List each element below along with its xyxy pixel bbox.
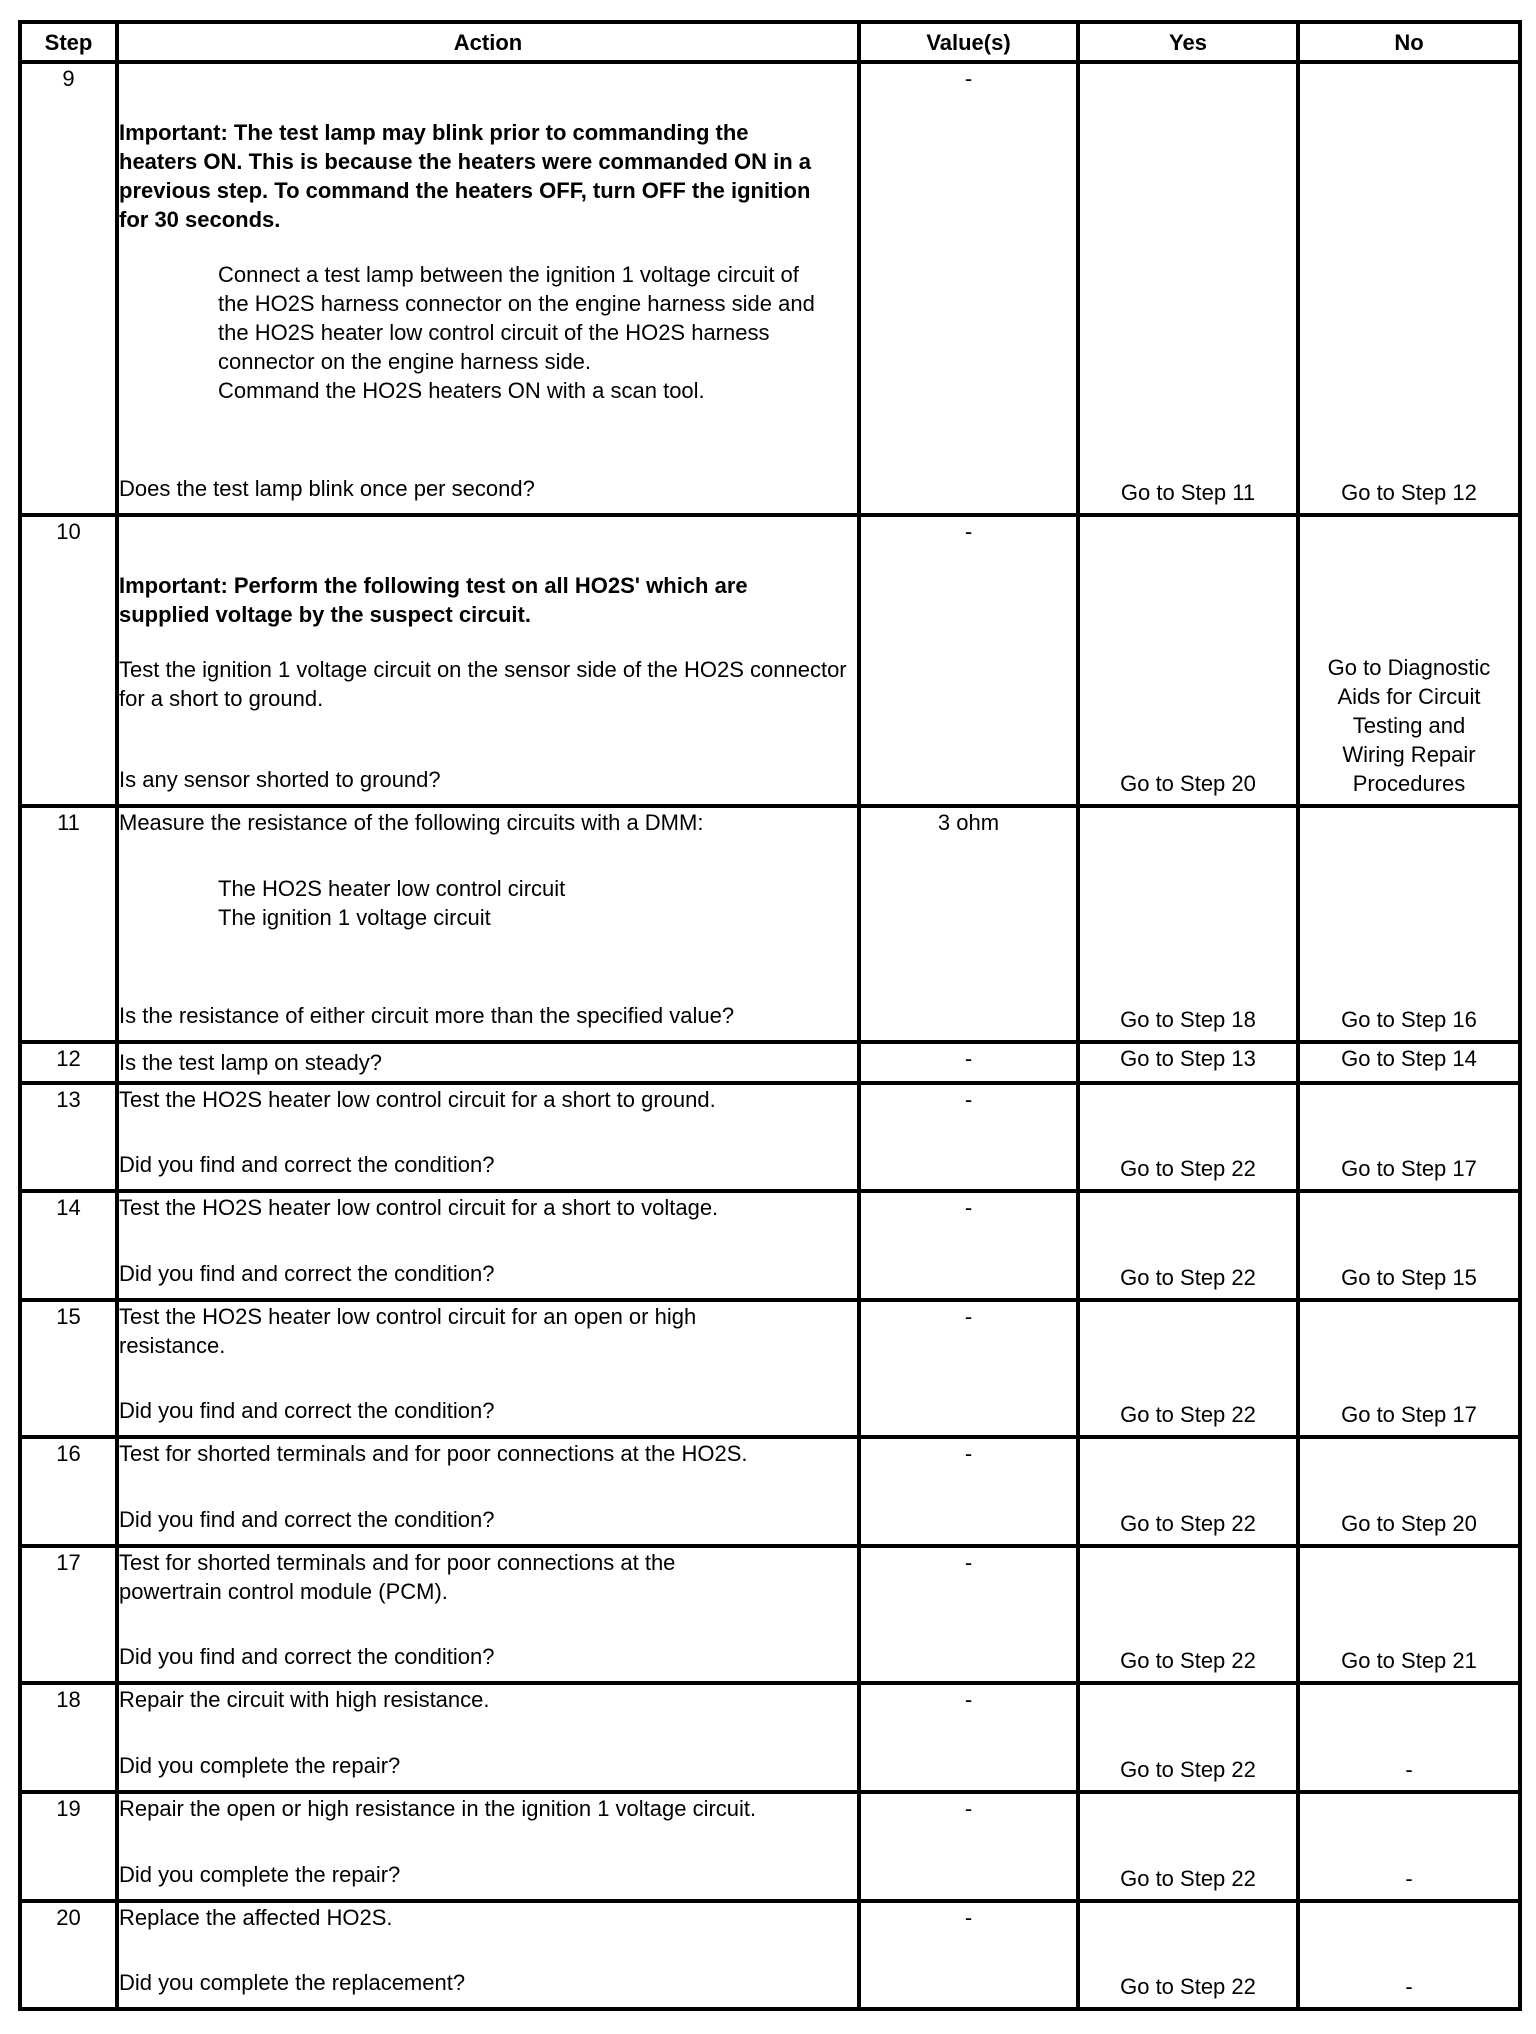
value-cell: - xyxy=(859,1792,1078,1901)
value-cell: - xyxy=(859,1683,1078,1792)
header-row xyxy=(20,22,1520,62)
no-cell xyxy=(1298,1083,1520,1191)
no-link[interactable]: Go to Diagnostic Aids for Circuit Testing and Wiring Repair Procedures xyxy=(1327,655,1491,796)
value-cell: - xyxy=(859,1901,1078,2009)
question: Is the resistance of either circuit more than the specified value? xyxy=(119,1003,735,1028)
diagnostic-table xyxy=(18,20,1522,2011)
yes-link[interactable]: Go to Step 11 xyxy=(1120,480,1256,505)
action-cell xyxy=(117,1191,859,1300)
important-note: Important: The test lamp may blink prior to commanding the heaters ON. This is because the heaters were commanded ON in a previous step. To command the heaters OFF, turn OFF the ignition for 30 seconds. xyxy=(119,120,812,232)
no-link[interactable]: Go to Step 20 xyxy=(1341,1511,1477,1536)
yes-cell xyxy=(1078,1683,1298,1792)
yes-cell xyxy=(1078,806,1298,1042)
substep: Connect a test lamp between the ignition 1 voltage circuit of the HO2S harness connector on the engine harness side and the HO2S heater low control circuit of the HO2S harness connector on the engine harness side. xyxy=(218,262,815,374)
question: Did you complete the replacement? xyxy=(119,1970,466,1995)
header-no: No xyxy=(1298,22,1520,62)
no-link[interactable]: Go to Step 14 xyxy=(1341,1046,1477,1071)
step-number: 18 xyxy=(20,1683,117,1792)
yes-cell xyxy=(1078,1083,1298,1191)
action-cell xyxy=(117,1546,859,1683)
value-cell: - xyxy=(859,1083,1078,1191)
no-cell xyxy=(1298,1683,1520,1792)
yes-cell xyxy=(1078,1901,1298,2009)
question: Did you complete the repair? xyxy=(119,1862,401,1887)
yes-link[interactable]: Go to Step 22 xyxy=(1120,1866,1256,1891)
table-row xyxy=(20,1083,1520,1191)
yes-link[interactable]: Go to Step 22 xyxy=(1120,1402,1256,1427)
action-cell xyxy=(117,1792,859,1901)
action-text: Test for shorted terminals and for poor connections at the HO2S. xyxy=(119,1441,748,1466)
substep: The HO2S heater low control circuit xyxy=(218,876,566,901)
table-row xyxy=(20,1901,1520,2009)
step-number: 12 xyxy=(20,1042,117,1083)
no-cell xyxy=(1298,62,1520,515)
step-number: 14 xyxy=(20,1191,117,1300)
step-number: 19 xyxy=(20,1792,117,1901)
table-row xyxy=(20,515,1520,806)
table-row xyxy=(20,806,1520,1042)
no-link[interactable]: Go to Step 17 xyxy=(1341,1402,1477,1427)
action-cell xyxy=(117,1683,859,1792)
step-number: 11 xyxy=(20,806,117,1042)
table-row xyxy=(20,1300,1520,1437)
no-value: - xyxy=(1405,1866,1413,1891)
action-cell xyxy=(117,515,859,806)
question: Is any sensor shorted to ground? xyxy=(119,767,441,792)
question: Did you find and correct the condition? xyxy=(119,1261,495,1286)
value-cell: 3 ohm xyxy=(859,806,1078,1042)
header-action: Action xyxy=(117,22,859,62)
question: Does the test lamp blink once per second? xyxy=(119,476,535,501)
table-row xyxy=(20,1792,1520,1901)
value-cell: - xyxy=(859,1437,1078,1546)
question: Did you complete the repair? xyxy=(119,1753,401,1778)
yes-cell xyxy=(1078,1300,1298,1437)
yes-cell xyxy=(1078,515,1298,806)
table-row xyxy=(20,1683,1520,1792)
step-number: 20 xyxy=(20,1901,117,2009)
step-number: 9 xyxy=(20,62,117,515)
no-cell xyxy=(1298,1901,1520,2009)
action-cell xyxy=(117,806,859,1042)
question: Did you find and correct the condition? xyxy=(119,1507,495,1532)
question: Is the test lamp on steady? xyxy=(119,1050,382,1075)
action-cell xyxy=(117,1437,859,1546)
question: Did you find and correct the condition? xyxy=(119,1398,495,1423)
no-link[interactable]: Go to Step 15 xyxy=(1341,1265,1477,1290)
value-cell: - xyxy=(859,1191,1078,1300)
important-note: Important: Perform the following test on all HO2S' which are supplied voltage by the suspect circuit. xyxy=(119,573,748,627)
yes-link[interactable]: Go to Step 13 xyxy=(1120,1046,1256,1071)
yes-cell xyxy=(1078,1437,1298,1546)
table-row xyxy=(20,1042,1520,1083)
no-cell xyxy=(1298,1546,1520,1683)
no-cell xyxy=(1298,1191,1520,1300)
table-row xyxy=(20,62,1520,515)
value-cell: - xyxy=(859,515,1078,806)
action-text: Replace the affected HO2S. xyxy=(119,1905,393,1930)
no-value: - xyxy=(1405,1974,1413,1999)
action-cell xyxy=(117,1042,859,1083)
action-cell xyxy=(117,1300,859,1437)
value-cell: - xyxy=(859,1300,1078,1437)
no-link[interactable]: Go to Step 21 xyxy=(1341,1648,1477,1673)
yes-cell xyxy=(1078,1191,1298,1300)
yes-link[interactable]: Go to Step 18 xyxy=(1120,1007,1256,1032)
yes-cell xyxy=(1078,1042,1298,1083)
no-link[interactable]: Go to Step 16 xyxy=(1341,1007,1477,1032)
yes-link[interactable]: Go to Step 22 xyxy=(1120,1648,1256,1673)
no-cell xyxy=(1298,1042,1520,1083)
yes-link[interactable]: Go to Step 22 xyxy=(1120,1511,1256,1536)
no-cell xyxy=(1298,515,1520,806)
table-row xyxy=(20,1546,1520,1683)
question: Did you find and correct the condition? xyxy=(119,1152,495,1177)
action-text: Test for shorted terminals and for poor connections at the powertrain control module (PCM). xyxy=(119,1550,676,1604)
no-value: - xyxy=(1405,1757,1413,1782)
action-text: Measure the resistance of the following circuits with a DMM: xyxy=(119,810,704,835)
step-number: 10 xyxy=(20,515,117,806)
no-cell xyxy=(1298,806,1520,1042)
action-text: Test the HO2S heater low control circuit for a short to ground. xyxy=(119,1087,716,1112)
value-cell: - xyxy=(859,62,1078,515)
yes-cell xyxy=(1078,1792,1298,1901)
no-link[interactable]: Go to Step 17 xyxy=(1341,1156,1477,1181)
no-cell xyxy=(1298,1792,1520,1901)
yes-cell xyxy=(1078,62,1298,515)
table-row xyxy=(20,1191,1520,1300)
action-cell xyxy=(117,62,859,515)
value-cell: - xyxy=(859,1546,1078,1683)
no-cell xyxy=(1298,1300,1520,1437)
no-cell xyxy=(1298,1437,1520,1546)
step-number: 15 xyxy=(20,1300,117,1437)
step-number: 16 xyxy=(20,1437,117,1546)
action-text: Test the HO2S heater low control circuit for an open or high resistance. xyxy=(119,1304,697,1358)
header-values: Value(s) xyxy=(859,22,1078,62)
question: Did you find and correct the condition? xyxy=(119,1644,495,1669)
header-step: Step xyxy=(20,22,117,62)
action-text: Test the HO2S heater low control circuit for a short to voltage. xyxy=(119,1195,719,1220)
yes-cell xyxy=(1078,1546,1298,1683)
yes-link[interactable]: Go to Step 22 xyxy=(1120,1757,1256,1782)
action-text: Repair the circuit with high resistance. xyxy=(119,1687,490,1712)
substep: The ignition 1 voltage circuit xyxy=(218,905,491,930)
yes-link[interactable]: Go to Step 22 xyxy=(1120,1265,1256,1290)
yes-link[interactable]: Go to Step 20 xyxy=(1120,771,1256,796)
value-cell: - xyxy=(859,1042,1078,1083)
yes-link[interactable]: Go to Step 22 xyxy=(1120,1156,1256,1181)
no-link[interactable]: Go to Step 12 xyxy=(1341,480,1477,505)
action-cell xyxy=(117,1083,859,1191)
action-text: Repair the open or high resistance in the ignition 1 voltage circuit. xyxy=(119,1796,757,1821)
step-number: 13 xyxy=(20,1083,117,1191)
action-text: Test the ignition 1 voltage circuit on the sensor side of the HO2S connector for a short to ground. xyxy=(119,657,847,711)
table-row xyxy=(20,1437,1520,1546)
header-yes: Yes xyxy=(1078,22,1298,62)
yes-link[interactable]: Go to Step 22 xyxy=(1120,1974,1256,1999)
action-cell xyxy=(117,1901,859,2009)
step-number: 17 xyxy=(20,1546,117,1683)
substep: Command the HO2S heaters ON with a scan tool. xyxy=(218,378,705,403)
